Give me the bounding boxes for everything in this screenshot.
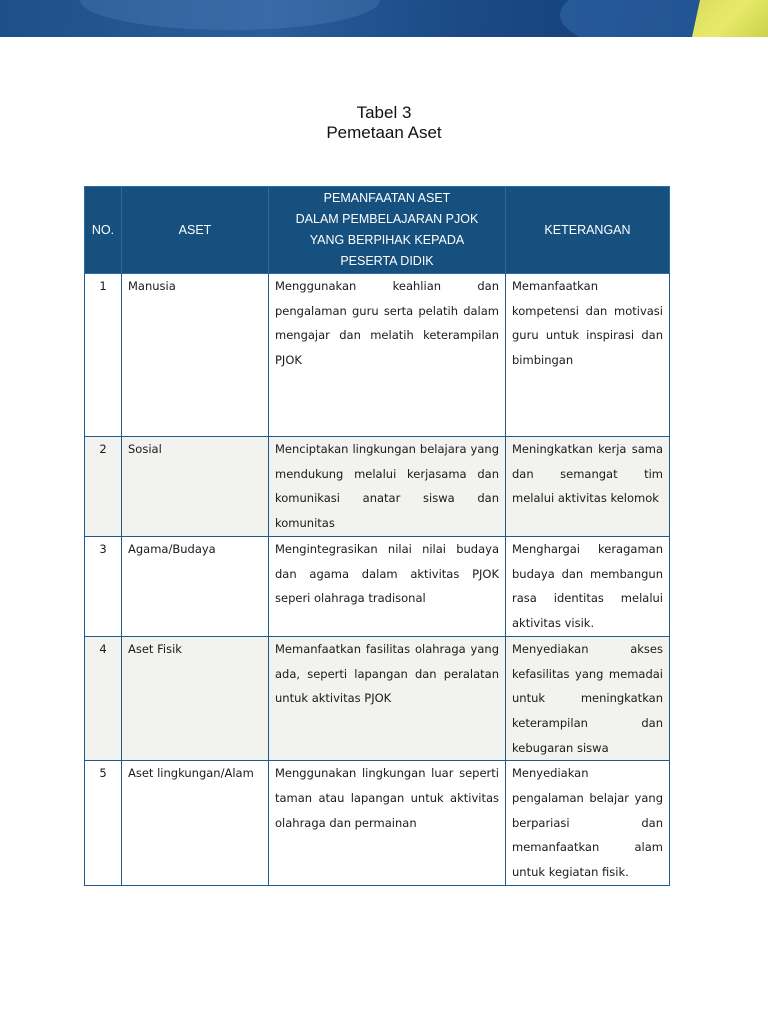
row-aset: Manusia xyxy=(122,274,269,437)
row-number: 3 xyxy=(85,537,122,637)
table-caption xyxy=(0,103,768,143)
header-pemanfaatan-line: PEMANFAATAN ASET xyxy=(323,191,451,205)
row-number: 5 xyxy=(85,761,122,886)
header-pemanfaatan xyxy=(269,187,506,274)
banner-wave-decoration xyxy=(80,0,380,30)
table-row xyxy=(85,537,670,637)
table-header-row xyxy=(85,187,670,274)
row-pemanfaatan: Menggunakan keahlian dan pengalaman guru serta pelatih dalam mengajar dan melatih keterampilan PJOK xyxy=(269,274,506,437)
row-aset: Aset lingkungan/Alam xyxy=(122,761,269,886)
row-pemanfaatan: Mengintegrasikan nilai nilai budaya dan agama dalam aktivitas PJOK seperi olahraga tradisonal xyxy=(269,537,506,637)
header-keterangan: KETERANGAN xyxy=(506,187,670,274)
row-pemanfaatan: Menciptakan lingkungan belajara yang mendukung melalui kerjasama dan komunikasi anatar siswa dan komunitas xyxy=(269,437,506,537)
row-aset: Aset Fisik xyxy=(122,636,269,761)
row-keterangan: Menyediakan akses kefasilitas yang memadai untuk meningkatkan keterampilan dan kebugaran siswa xyxy=(506,636,670,761)
row-keterangan: Menyediakan pengalaman belajar yang berpariasi dan memanfaatkan alam untuk kegiatan fisik. xyxy=(506,761,670,886)
row-pemanfaatan: Memanfaatkan fasilitas olahraga yang ada, seperti lapangan dan peralatan untuk aktivitas PJOK xyxy=(269,636,506,761)
row-number: 4 xyxy=(85,636,122,761)
table-row xyxy=(85,274,670,437)
table-title: Pemetaan Aset xyxy=(326,123,442,142)
row-keterangan: Meningkatkan kerja sama dan semangat tim melalui aktivitas kelomok xyxy=(506,437,670,537)
row-number: 2 xyxy=(85,437,122,537)
table-row xyxy=(85,636,670,761)
table-row xyxy=(85,761,670,886)
banner-accent-stripe xyxy=(692,0,768,37)
row-aset: Agama/Budaya xyxy=(122,537,269,637)
header-aset: ASET xyxy=(122,187,269,274)
row-keterangan: Menghargai keragaman budaya dan membangun rasa identitas melalui aktivitas visik. xyxy=(506,537,670,637)
asset-mapping-table xyxy=(84,186,670,886)
header-banner xyxy=(0,0,768,37)
table-row xyxy=(85,437,670,537)
row-pemanfaatan: Menggunakan lingkungan luar seperti taman atau lapangan untuk aktivitas olahraga dan permainan xyxy=(269,761,506,886)
header-pemanfaatan-line: YANG BERPIHAK KEPADA xyxy=(309,233,465,247)
row-keterangan: Memanfaatkan kompetensi dan motivasi guru untuk inspirasi dan bimbingan xyxy=(506,274,670,437)
row-aset: Sosial xyxy=(122,437,269,537)
row-number: 1 xyxy=(85,274,122,437)
header-pemanfaatan-line: DALAM PEMBELAJARAN PJOK xyxy=(295,212,479,226)
header-pemanfaatan-line: PESERTA DIDIK xyxy=(340,254,434,268)
header-no: NO. xyxy=(85,187,122,274)
table-number: Tabel 3 xyxy=(356,103,412,122)
